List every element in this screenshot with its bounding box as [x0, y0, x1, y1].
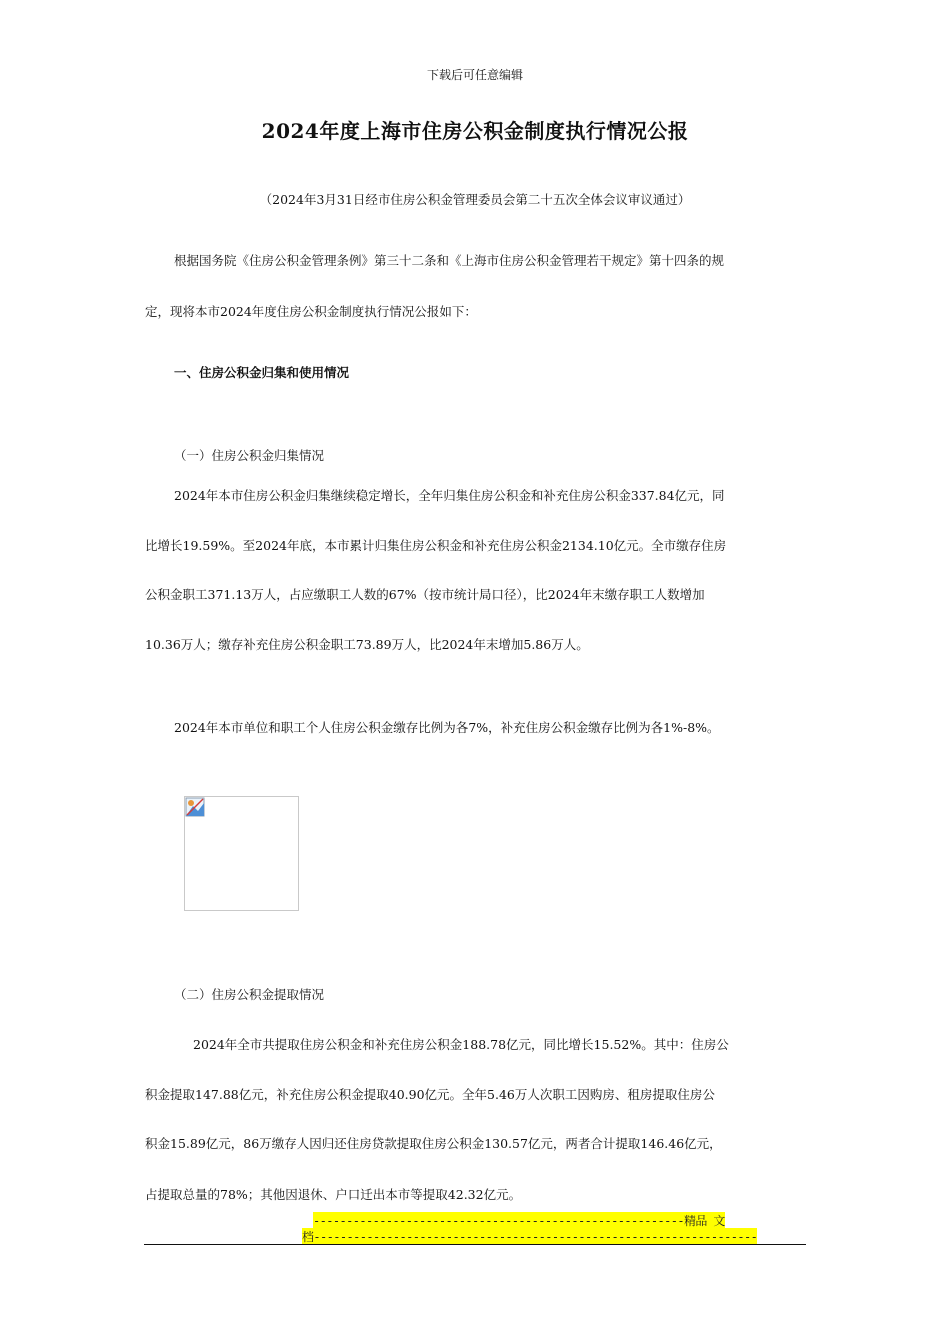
broken-image-icon: [185, 797, 205, 817]
paragraph-line: 10.36万人；缴存补充住房公积金职工73.89万人，比2024年末增加5.86万人。: [145, 637, 589, 652]
paragraph-line: 2024年全市共提取住房公积金和补充住房公积金188.78亿元，同比增长15.52%。其中：住房公: [193, 1037, 729, 1052]
intro-line-1: 根据国务院《住房公积金管理条例》第三十二条和《上海市住房公积金管理若干规定》第十四条的规: [174, 253, 725, 268]
paragraph-line: 积金提取147.88亿元，补充住房公积金提取40.90亿元。全年5.46万人次职工因购房、租房提取住房公: [145, 1087, 715, 1102]
paragraph-line: 比增长19.59%。至2024年底，本市累计归集住房公积金和补充住房公积金2134.10亿元。全市缴存住房: [145, 538, 727, 553]
paragraph-line: 积金15.89亿元，86万缴存人因归还住房贷款提取住房公积金130.57亿元，两者合计提取146.46亿元，: [145, 1136, 722, 1151]
intro-line-2: 定，现将本市2024年度住房公积金制度执行情况公报如下：: [145, 304, 477, 319]
subsection-heading-1: （一）住房公积金归集情况: [174, 448, 325, 463]
paragraph-line: 2024年本市住房公积金归集继续稳定增长，全年归集住房公积金和补充住房公积金337.84亿元，同: [174, 488, 725, 503]
paragraph-line: 占提取总量的78%；其他因退休、户口迁出本市等提取42.32亿元。: [145, 1187, 522, 1202]
document-subtitle: （2024年3月31日经市住房公积金管理委员会第二十五次全体会议审议通过）: [259, 192, 691, 207]
footer-watermark-line-1: --------------------------------------------------------精品 文: [313, 1214, 725, 1228]
paragraph-line: 公积金职工371.13万人，占应缴职工人数的67%（按市统计局口径），比2024年末缴存职工人数增加: [145, 587, 705, 602]
footer-watermark-line-2: 档-------------------------------------------------------------------: [302, 1230, 758, 1244]
image-placeholder: [184, 796, 299, 911]
document-title: 2024年度上海市住房公积金制度执行情况公报: [261, 119, 689, 143]
header-note: 下载后可任意编辑: [426, 68, 523, 82]
contribution-rates: 2024年本市单位和职工个人住房公积金缴存比例为各7%，补充住房公积金缴存比例为各1%-8%。: [174, 720, 720, 735]
section-heading: 一、住房公积金归集和使用情况: [174, 365, 350, 380]
footer-divider: [144, 1244, 806, 1245]
subsection-heading-2: （二）住房公积金提取情况: [174, 987, 325, 1002]
